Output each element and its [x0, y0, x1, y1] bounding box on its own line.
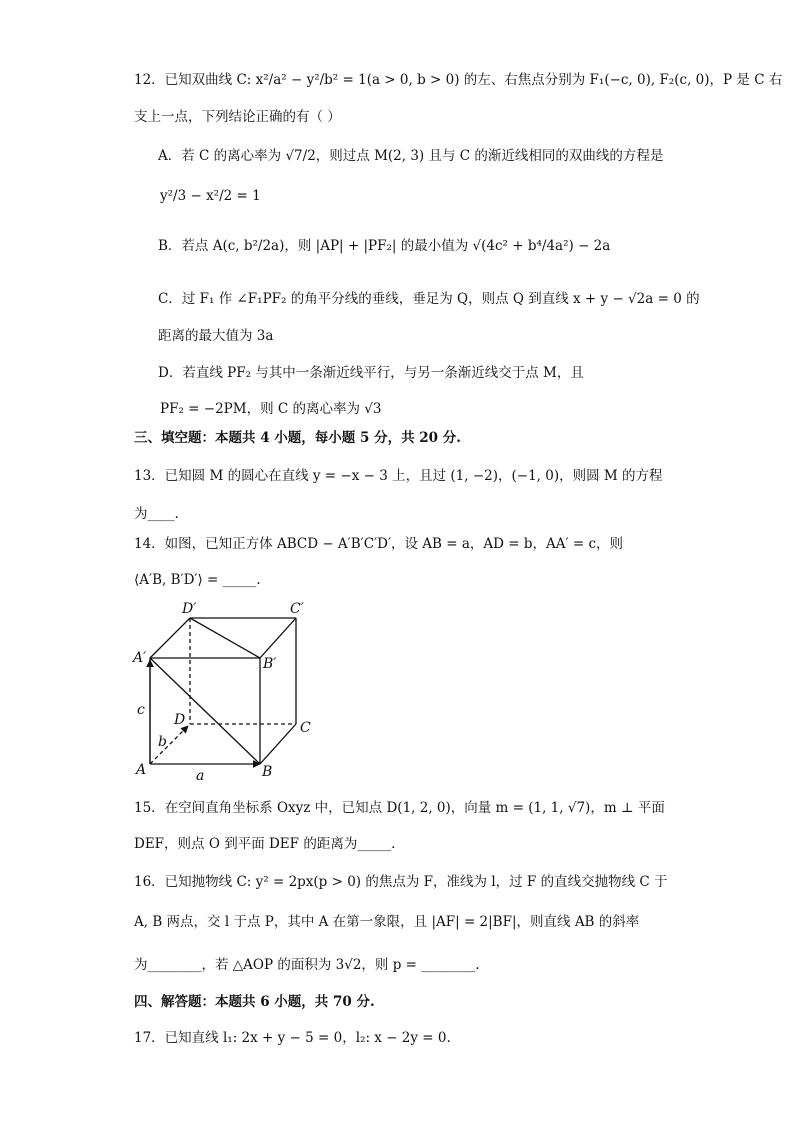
- vector-b: [150, 726, 188, 764]
- label-bp: B′: [263, 656, 277, 672]
- cube-figure: [128, 598, 328, 788]
- q12-stem-line2: 支上一点，下列结论正确的有（ ）: [134, 109, 341, 125]
- q13-line1: 13．已知圆 M 的圆心在直线 y = −x − 3 上，且过 (1, −2)，(−1, 0)，则圆 M 的方程: [134, 468, 663, 484]
- q14-line2: ⟨A′B, B′D′⟩ = _____.: [134, 572, 261, 588]
- diag-dp-bp: [190, 618, 260, 658]
- label-b: B: [262, 764, 273, 780]
- label-vector-c: c: [137, 702, 145, 718]
- label-vector-a: a: [196, 768, 205, 784]
- q12-option-b: B．若点 A(c, b²/2a)，则 |AP| + |PF₂| 的最小值为 √(4c² + b⁴/4a²) − 2a: [158, 238, 611, 254]
- label-cp: C′: [290, 601, 304, 617]
- edge-bp-cp: [260, 618, 296, 658]
- label-dp: D′: [182, 601, 197, 617]
- q12-option-d-line1: D．若直线 PF₂ 与其中一条渐近线平行，与另一条渐近线交于点 M，且: [158, 365, 584, 381]
- q15-line2: DEF，则点 O 到平面 DEF 的距离为_____.: [134, 836, 396, 852]
- label-d: D: [174, 712, 186, 728]
- q12-option-c-line1: C．过 F₁ 作 ∠F₁PF₂ 的角平分线的垂线，垂足为 Q，则点 Q 到直线 x + y − √2a = 0 的: [158, 291, 700, 307]
- q12-option-a-line1: A．若 C 的离心率为 √7/2，则过点 M(2, 3) 且与 C 的渐近线相同的双曲线的方程是: [158, 148, 664, 164]
- label-ap: A′: [133, 650, 147, 666]
- label-a: A: [136, 762, 147, 778]
- q16-line1: 16．已知抛物线 C: y² = 2px(p > 0) 的焦点为 F，准线为 l，过 F 的直线交抛物线 C 于: [134, 874, 668, 890]
- q17-line1: 17．已知直线 l₁: 2x + y − 5 = 0，l₂: x − 2y = 0.: [134, 1030, 451, 1046]
- q12-option-c-line2: 距离的最大值为 3a: [158, 328, 274, 344]
- q14-line1: 14．如图，已知正方体 ABCD − A′B′C′D′，设 AB = a，AD = b，AA′ = c，则: [134, 536, 624, 552]
- q13-line2: 为____.: [134, 506, 179, 522]
- q16-line3: 为________，若 △AOP 的面积为 3√2，则 p = ________.: [134, 957, 480, 973]
- q16-line2: A, B 两点，交 l 于点 P，其中 A 在第一象限，且 |AF| = 2|BF|，则直线 AB 的斜率: [134, 914, 640, 930]
- q12-stem-line1: 12．已知双曲线 C: x²/a² − y²/b² = 1(a > 0, b > 0) 的左、右焦点分别为 F₁(−c, 0), F₂(c, 0)，P 是 C 右: [134, 72, 783, 88]
- q15-line1: 15．在空间直角坐标系 Oxyz 中，已知点 D(1, 2, 0)，向量 m = (1, 1, √7)，m ⊥ 平面: [134, 800, 665, 816]
- section-fill-in-heading: 三、填空题：本题共 4 小题，每小题 5 分，共 20 分.: [134, 430, 461, 446]
- q12-option-d-line2: PF₂ = −2PM，则 C 的离心率为 √3: [160, 401, 382, 417]
- edge-b-c: [260, 724, 296, 764]
- label-c: C: [300, 720, 311, 736]
- edge-ap-dp: [150, 618, 190, 658]
- section-answer-heading: 四、解答题：本题共 6 小题，共 70 分.: [134, 994, 375, 1010]
- label-vector-b: b: [158, 734, 167, 750]
- q12-option-a-line2: y²/3 − x²/2 = 1: [160, 188, 261, 204]
